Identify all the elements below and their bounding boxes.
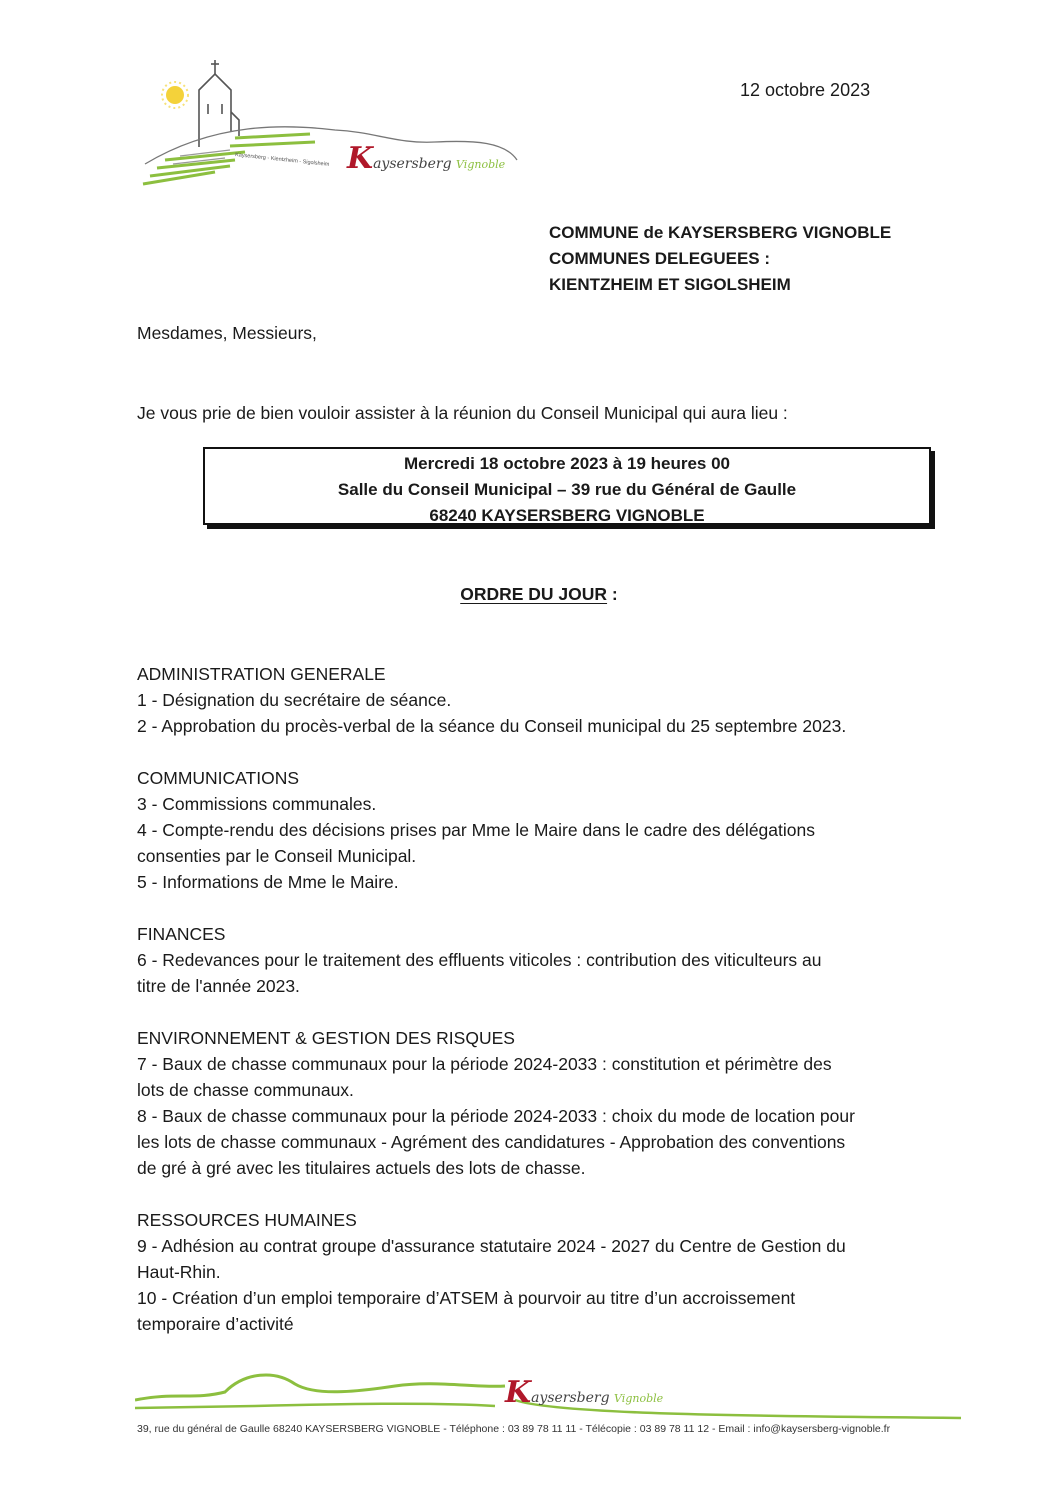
meeting-city: 68240 KAYSERSBERG VIGNOBLE: [429, 506, 705, 525]
section-title: ENVIRONNEMENT & GESTION DES RISQUES: [137, 1028, 515, 1048]
section-title: ADMINISTRATION GENERALE: [137, 664, 386, 684]
meeting-place: Salle du Conseil Municipal – 39 rue du Général de Gaulle: [337, 480, 797, 499]
section-title: FINANCES: [137, 924, 226, 944]
agenda-line: de gré à gré avec les titulaires actuels des lots de chasse.: [137, 1158, 586, 1178]
agenda-line: 5 - Informations de Mme le Maire.: [137, 872, 399, 892]
agenda-line: Haut-Rhin.: [137, 1262, 221, 1282]
agenda-line: 4 - Compte-rendu des décisions prises par Mme le Maire dans le cadre des délégations: [137, 820, 815, 840]
section-title: COMMUNICATIONS: [137, 768, 300, 788]
agenda-line: 2 - Approbation du procès-verbal de la séance du Conseil municipal du 25 septembre 2023.: [137, 716, 847, 736]
agenda-line: titre de l'année 2023.: [137, 976, 300, 996]
agenda-section: [137, 921, 937, 999]
svg-text:Kaysersberg Vignoble: Kaysersberg Vignoble: [347, 141, 506, 176]
salutation: Mesdames, Messieurs,: [137, 323, 317, 343]
agenda-line: lots de chasse communaux.: [137, 1080, 354, 1100]
agenda-line: consenties par le Conseil Municipal.: [137, 846, 417, 866]
footer-address: 39, rue du général de Gaulle 68240 KAYSERSBERG VIGNOBLE - Téléphone : 03 89 78 11 11 - Télécopie : 03 89 78 11 12 - Email : info@kaysersberg-vignoble.fr: [137, 1423, 891, 1435]
meeting-details-box: [203, 447, 931, 525]
agenda-title: ORDRE DU JOUR :: [460, 584, 618, 604]
recipient-line: COMMUNE de KAYSERSBERG VIGNOBLE: [549, 223, 892, 242]
agenda-section: [137, 1207, 937, 1337]
agenda-line: temporaire d’activité: [137, 1314, 294, 1334]
agenda-line: 9 - Adhésion au contrat groupe d'assurance statutaire 2024 - 2027 du Centre de Gestion du: [137, 1236, 846, 1256]
agenda-section: [137, 765, 937, 895]
recipient-line: KIENTZHEIM ET SIGOLSHEIM: [549, 275, 791, 294]
recipient-block: [549, 220, 891, 298]
agenda-section: [137, 1025, 937, 1181]
agenda-line: 8 - Baux de chasse communaux pour la période 2024-2033 : choix du mode de location pour: [137, 1106, 855, 1126]
kaysersberg-vignoble-logo: [135, 52, 525, 192]
recipient-line: COMMUNES DELEGUEES :: [549, 249, 771, 268]
section-title: RESSOURCES HUMAINES: [137, 1210, 357, 1230]
meeting-date: Mercredi 18 octobre 2023 à 19 heures 00: [403, 454, 730, 473]
agenda-line: 10 - Création d’un emploi temporaire d’ATSEM à pourvoir au titre d’un accroissement: [137, 1288, 796, 1308]
agenda-line: 7 - Baux de chasse communaux pour la période 2024-2033 : constitution et périmètre des: [137, 1054, 832, 1074]
intro-paragraph: Je vous prie de bien vouloir assister à la réunion du Conseil Municipal qui aura lieu :: [137, 403, 788, 423]
sun-icon: [166, 86, 184, 104]
agenda-line: 1 - Désignation du secrétaire de séance.: [137, 690, 452, 710]
agenda-line: 3 - Commissions communales.: [137, 794, 377, 814]
agenda: [137, 661, 937, 1363]
document-date: 12 octobre 2023: [740, 80, 871, 100]
footer-wave-logo: [135, 1362, 965, 1422]
svg-text:Kaysersberg - Kientzheim - Sig: Kaysersberg - Kientzheim - Sigolsheim: [234, 152, 330, 168]
agenda-section: [137, 661, 937, 739]
agenda-line: 6 - Redevances pour le traitement des effluents viticoles : contribution des viticulteurs au: [137, 950, 822, 970]
agenda-line: les lots de chasse communaux - Agrément des candidatures - Approbation des conventions: [137, 1132, 846, 1152]
svg-text:Kaysersberg Vignoble: Kaysersberg Vignoble: [505, 1375, 664, 1410]
